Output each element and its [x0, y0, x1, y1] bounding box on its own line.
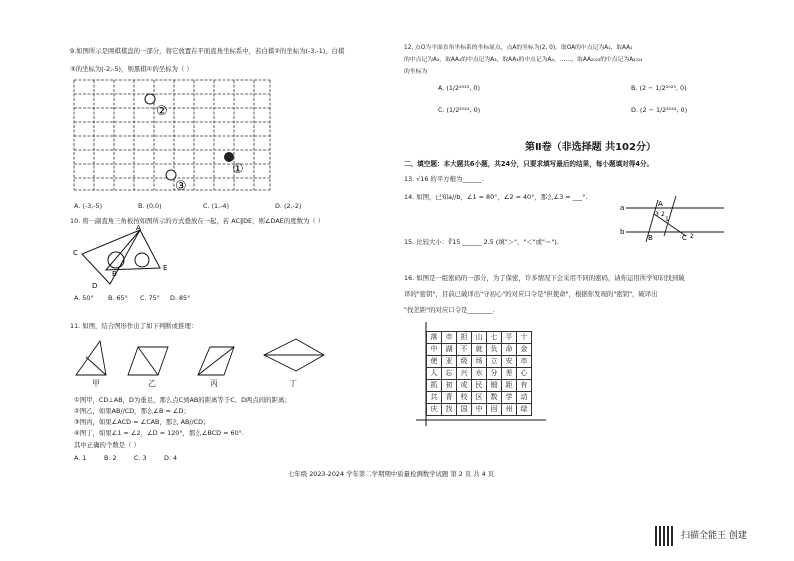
white-stone-2	[145, 94, 155, 104]
triangle-boards-figure	[70, 226, 180, 292]
cipher-cell: 中	[427, 344, 442, 356]
q12-option-b: B. (2 − 1/2²⁰²³, 0)	[631, 84, 687, 92]
cipher-cell: 区	[472, 392, 487, 404]
q11-line-5: 其中正确的个数是（ ）	[74, 441, 140, 449]
fill-in-heading: 二、填空题：本大题共6小题，共24分，只要求填写最后的结果，每小题填对得4分。	[404, 160, 654, 168]
cipher-cell: 共	[427, 392, 442, 404]
cipher-cell: 数	[487, 392, 502, 404]
cipher-row	[427, 368, 532, 380]
cipher-row	[427, 380, 532, 392]
q11-stem: 11. 如图，结合图形作出了如下判断或推理：	[70, 322, 198, 330]
q14-label-3: 3	[655, 211, 659, 218]
q9-stem-cont: ③的坐标为(-2,-5)，则黑棋①的坐标为（ ）	[70, 65, 193, 73]
stone-label-3: ③	[175, 179, 187, 194]
q12-option-d: D. (2 − 1/2²⁰²⁴, 0)	[631, 106, 688, 114]
q11-line-2: ②图乙，如果AB//CD，那么∠B = ∠D；	[74, 407, 190, 415]
cipher-cell: 庆	[427, 404, 442, 416]
q10-label-a: A	[136, 224, 141, 232]
q10-label-e: E	[163, 264, 168, 272]
cipher-cell: 市	[442, 332, 457, 344]
q14-label-A: A	[658, 200, 663, 208]
cipher-cell: 绿	[517, 404, 532, 416]
cipher-cell: 民	[472, 380, 487, 392]
q14-label-b-line: b	[620, 228, 625, 236]
cipher-cell: 平	[502, 332, 517, 344]
q16-line-1: 16. 如图是一组密码的一部分，为了保密，许多情况下会采用不同的密码，请你运用所学知识找到破	[404, 274, 685, 282]
cipher-cell: 湖	[442, 344, 457, 356]
section-2-title: 第Ⅱ卷（非选择题 共102分）	[525, 142, 656, 153]
cipher-cell: 命	[502, 344, 517, 356]
q9-option-d: D. (2,-2)	[275, 202, 302, 210]
cipher-grid	[426, 331, 532, 416]
cipher-cell: 锻	[487, 380, 502, 392]
cipher-cell: 有	[517, 380, 532, 392]
stone-label-1: ①	[232, 162, 244, 177]
cipher-cell: 抓	[427, 380, 442, 392]
q11-option-b: B. 2	[104, 454, 117, 462]
cipher-row	[427, 404, 532, 416]
cipher-cell: 金	[517, 344, 532, 356]
cipher-cell: 山	[472, 332, 487, 344]
q11-fig-bing: 丙	[210, 379, 218, 388]
q12-option-c: C. (1/2²⁰²⁴, 0)	[438, 106, 481, 114]
cipher-cell: 不	[457, 344, 472, 356]
q13-text: 13. √16 的平方根为______.	[404, 175, 484, 183]
cipher-cell: 校	[457, 392, 472, 404]
q10-label-d: D	[92, 282, 98, 290]
q11-line-3: ③图丙，如果∠ACD = ∠CAB，那么 AB//CD；	[74, 418, 210, 426]
cipher-cell: 七	[487, 332, 502, 344]
cipher-cell: 场	[472, 356, 487, 368]
cipher-cell: 担	[457, 332, 472, 344]
q11-line-4: ④图丁，如果∠1 = ∠2，∠D = 120°，那么∠BCD = 60°.	[74, 429, 244, 437]
q12-option-a: A. (1/2²⁰²³, 0)	[438, 84, 480, 92]
cipher-row	[427, 356, 532, 368]
cipher-cell: 或	[457, 380, 472, 392]
q11-fig-jia: 甲	[92, 379, 100, 388]
cipher-cell: 亚	[442, 356, 457, 368]
cipher-cell: 回	[487, 404, 502, 416]
cipher-cell: 负	[487, 344, 502, 356]
q9-option-a: A. (-3,-5)	[74, 202, 103, 210]
cipher-cell: 州	[502, 404, 517, 416]
q14-text: 14. 如图，已知a//b，∠1 = 80°，∠2 = 40°，那么∠3 = ___°.	[404, 193, 588, 201]
q16-line-3: "找差距"的对应口令是________.	[404, 306, 495, 314]
qr-code-icon	[655, 526, 675, 546]
cipher-cell: 使	[427, 356, 442, 368]
cipher-cell: 安	[502, 356, 517, 368]
q11-option-d: D. 4	[164, 454, 178, 462]
q12-stem-end: 的坐标为	[404, 69, 428, 75]
cipher-cell: 人	[427, 368, 442, 380]
cipher-cell: 中	[472, 404, 487, 416]
cipher-cell: 市	[517, 356, 532, 368]
q14-label-2-top: 2	[661, 211, 665, 218]
cipher-cell: 忘	[442, 368, 457, 380]
q15-text: 15. 比较大小：∛15 ______ 2.5 (填"＞"、"＜"或"＝").	[404, 238, 559, 246]
q10-option-a: A. 50°	[74, 294, 94, 302]
q14-label-2-bottom: 2	[690, 233, 694, 240]
q14-label-a-line: a	[620, 204, 625, 212]
cipher-cell: 距	[502, 380, 517, 392]
cipher-cell: 初	[442, 380, 457, 392]
q11-fig-ding: 丁	[289, 379, 297, 388]
cipher-cell: 差	[502, 368, 517, 380]
cipher-cell: 心	[517, 368, 532, 380]
q10-stem: 10. 将一副直角三角板按如图所示的方式叠放在一起，若 AC∥DE，则∠DAE的度数为（ ）	[70, 217, 325, 225]
cipher-cell: 学	[502, 392, 517, 404]
cipher-cell: 十	[517, 332, 532, 344]
q10-option-d: D. 85°	[170, 294, 191, 302]
q11-line-1: ①图甲，CD⊥AB，D为垂足，那么点C到AB的距离等于C、D两点间的距离；	[74, 396, 291, 404]
cipher-row	[427, 344, 532, 356]
q14-label-B: B	[648, 234, 653, 242]
q9-option-b: B. (0,0)	[138, 202, 162, 210]
cipher-cell: 就	[472, 344, 487, 356]
q12-stem-cont: 的中点记为A₂，取AA₂的中点记为A₃，取AA₃的中点记为A₄，……，取AA₂₀₂₃的中点记为A₂₀₂₄	[404, 57, 643, 63]
cipher-cell: 立	[487, 356, 502, 368]
q10-option-c: C. 75°	[140, 294, 160, 302]
cipher-row	[427, 392, 532, 404]
q10-label-b: B	[112, 270, 117, 278]
cipher-cell: 动	[517, 392, 532, 404]
page-footer: 七年级 2023-2024 学年第二学期期中质量检测数学试题 第 2 页 共 4 页	[288, 470, 495, 478]
cipher-cell: 落	[427, 332, 442, 344]
q14-label-C: C	[682, 234, 687, 242]
cipher-row	[427, 332, 532, 344]
q16-line-2: 译的"密钥"，目前已破译出"守初心"的对应口令是"担使命"，根据你发现的"密钥"，破译出	[404, 290, 658, 298]
cipher-cell: 兴	[457, 368, 472, 380]
q12-stem: 12. 点O为平面直角坐标系的坐标原点，点A的坐标为(2, 0)，取OA的中点记为A₁，取AA₁	[404, 45, 633, 51]
stone-label-2: ②	[156, 104, 168, 119]
cipher-cell: 国	[457, 404, 472, 416]
black-stone-1	[224, 152, 234, 162]
cipher-cell: 分	[487, 368, 502, 380]
cipher-cell: 水	[472, 368, 487, 380]
q9-stem: 9.如图所示是围棋棋盘的一部分，将它放置在平面直角坐标系中，若白棋②的坐标为(-3,-1)，白棋	[70, 47, 345, 55]
scanner-watermark: 扫描全能王 创建	[681, 531, 747, 541]
q10-label-c: C	[73, 249, 78, 257]
q14-parallel-lines-figure	[620, 196, 728, 244]
q11-option-c: C. 3	[134, 454, 147, 462]
cipher-cell: 找	[442, 404, 457, 416]
cipher-cell: 级	[457, 356, 472, 368]
q14-label-1: 1	[665, 216, 669, 223]
cipher-cell: 青	[442, 392, 457, 404]
q11-option-a: A. 1	[74, 454, 87, 462]
q9-option-c: C. (1,-4)	[203, 202, 229, 210]
go-board-figure	[74, 80, 274, 192]
q10-option-b: B. 65°	[108, 294, 128, 302]
q11-fig-yi: 乙	[148, 379, 156, 388]
